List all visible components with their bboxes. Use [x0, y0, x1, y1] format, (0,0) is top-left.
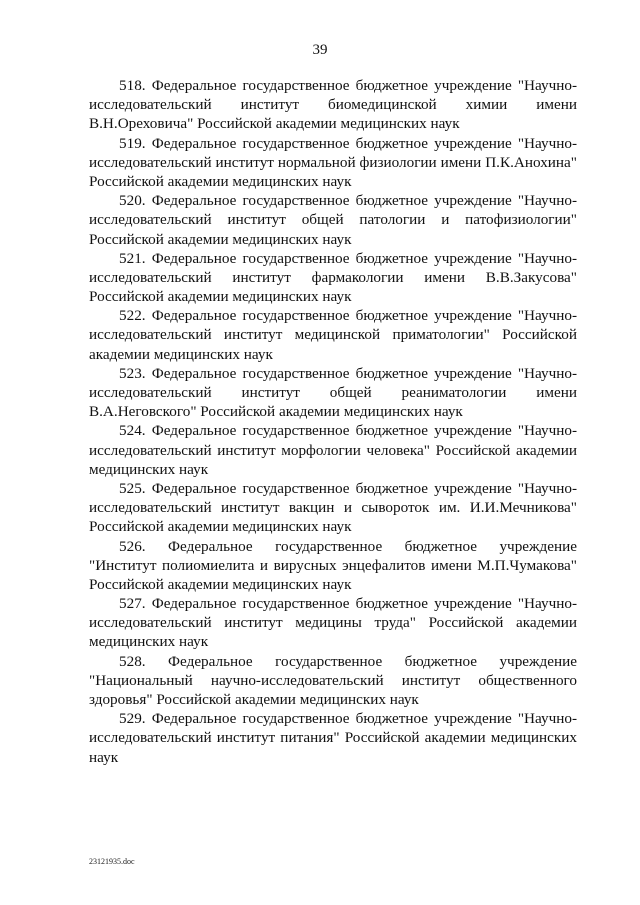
- list-item: [89, 191, 577, 249]
- list-item: [89, 364, 577, 422]
- entry-line: исследовательский институт медицины труда" Российской академии: [89, 614, 577, 632]
- entry-line: В.А.Неговского" Российской академии медицинских наук: [89, 403, 463, 421]
- entry-line: 525. Федеральное государственное бюджетное учреждение "Научно-: [119, 479, 577, 497]
- entry-line: исследовательский институт биомедицинской химии имени: [89, 96, 577, 114]
- entry-line: наук: [89, 748, 119, 766]
- entry-line: академии медицинских наук: [89, 345, 273, 363]
- entry-line: 520. Федеральное государственное бюджетное учреждение "Научно-: [119, 192, 577, 210]
- list-item: [89, 134, 577, 192]
- entry-line: 519. Федеральное государственное бюджетное учреждение "Научно-: [119, 134, 577, 152]
- entry-line: исследовательский институт морфологии человека" Российской академии: [89, 441, 577, 459]
- entry-line: исследовательский институт нормальной физиологии имени П.К.Анохина": [89, 153, 577, 171]
- entry-line: 523. Федеральное государственное бюджетное учреждение "Научно-: [119, 364, 577, 382]
- entries-list: [89, 76, 577, 767]
- entry-line: 529. Федеральное государственное бюджетное учреждение "Научно-: [119, 710, 577, 728]
- entry-line: исследовательский институт питания" Российской академии медицинских: [89, 729, 577, 747]
- list-item: [89, 76, 577, 134]
- entry-line: исследовательский институт медицинской приматологии" Российской: [89, 326, 577, 344]
- entry-line: 528. Федеральное государственное бюджетное учреждение: [119, 652, 577, 670]
- list-item: [89, 479, 577, 537]
- entry-line: исследовательский институт общей патологии и патофизиологии": [89, 211, 577, 229]
- entry-line: Российской академии медицинских наук: [89, 288, 352, 306]
- entry-line: В.Н.Ореховича" Российской академии медицинских наук: [89, 115, 460, 133]
- list-item: [89, 594, 577, 652]
- list-item: [89, 537, 577, 595]
- page-number: 39: [312, 42, 328, 58]
- entry-line: исследовательский институт фармакологии имени В.В.Закусова": [89, 268, 577, 286]
- entry-line: медицинских наук: [89, 633, 209, 651]
- list-item: [89, 652, 577, 710]
- entry-line: исследовательский институт общей реаниматологии имени: [89, 384, 577, 401]
- entry-line: "Институт полиомиелита и вирусных энцефалитов имени М.П.Чумакова": [89, 556, 577, 574]
- entry-line: "Национальный научно-исследовательский институт общественного: [89, 671, 577, 689]
- list-item: [89, 421, 577, 479]
- entry-line: исследовательский институт вакцин и сывороток им. И.И.Мечникова": [89, 499, 577, 517]
- entry-line: 518. Федеральное государственное бюджетное учреждение "Научно-: [119, 77, 577, 94]
- entry-line: 527. Федеральное государственное бюджетное учреждение "Научно-: [119, 595, 577, 613]
- entry-line: 522. Федеральное государственное бюджетное учреждение "Научно-: [119, 307, 577, 325]
- entry-line: Российской академии медицинских наук: [89, 518, 352, 536]
- entry-line: 524. Федеральное государственное бюджетное учреждение "Научно-: [119, 422, 577, 440]
- entry-line: 526. Федеральное государственное бюджетное учреждение: [119, 537, 577, 555]
- entry-line: медицинских наук: [89, 460, 209, 478]
- entry-line: Российской академии медицинских наук: [89, 230, 352, 248]
- list-item: [89, 249, 577, 307]
- footer-filename: 23121935.doc: [89, 857, 135, 866]
- list-item: [89, 709, 577, 767]
- entry-line: 521. Федеральное государственное бюджетное учреждение "Научно-: [119, 249, 577, 267]
- entry-line: Российской академии медицинских наук: [89, 575, 352, 593]
- entry-line: здоровья" Российской академии медицинских наук: [89, 691, 419, 708]
- entry-line: Российской академии медицинских наук: [89, 172, 352, 190]
- list-item: [89, 306, 577, 364]
